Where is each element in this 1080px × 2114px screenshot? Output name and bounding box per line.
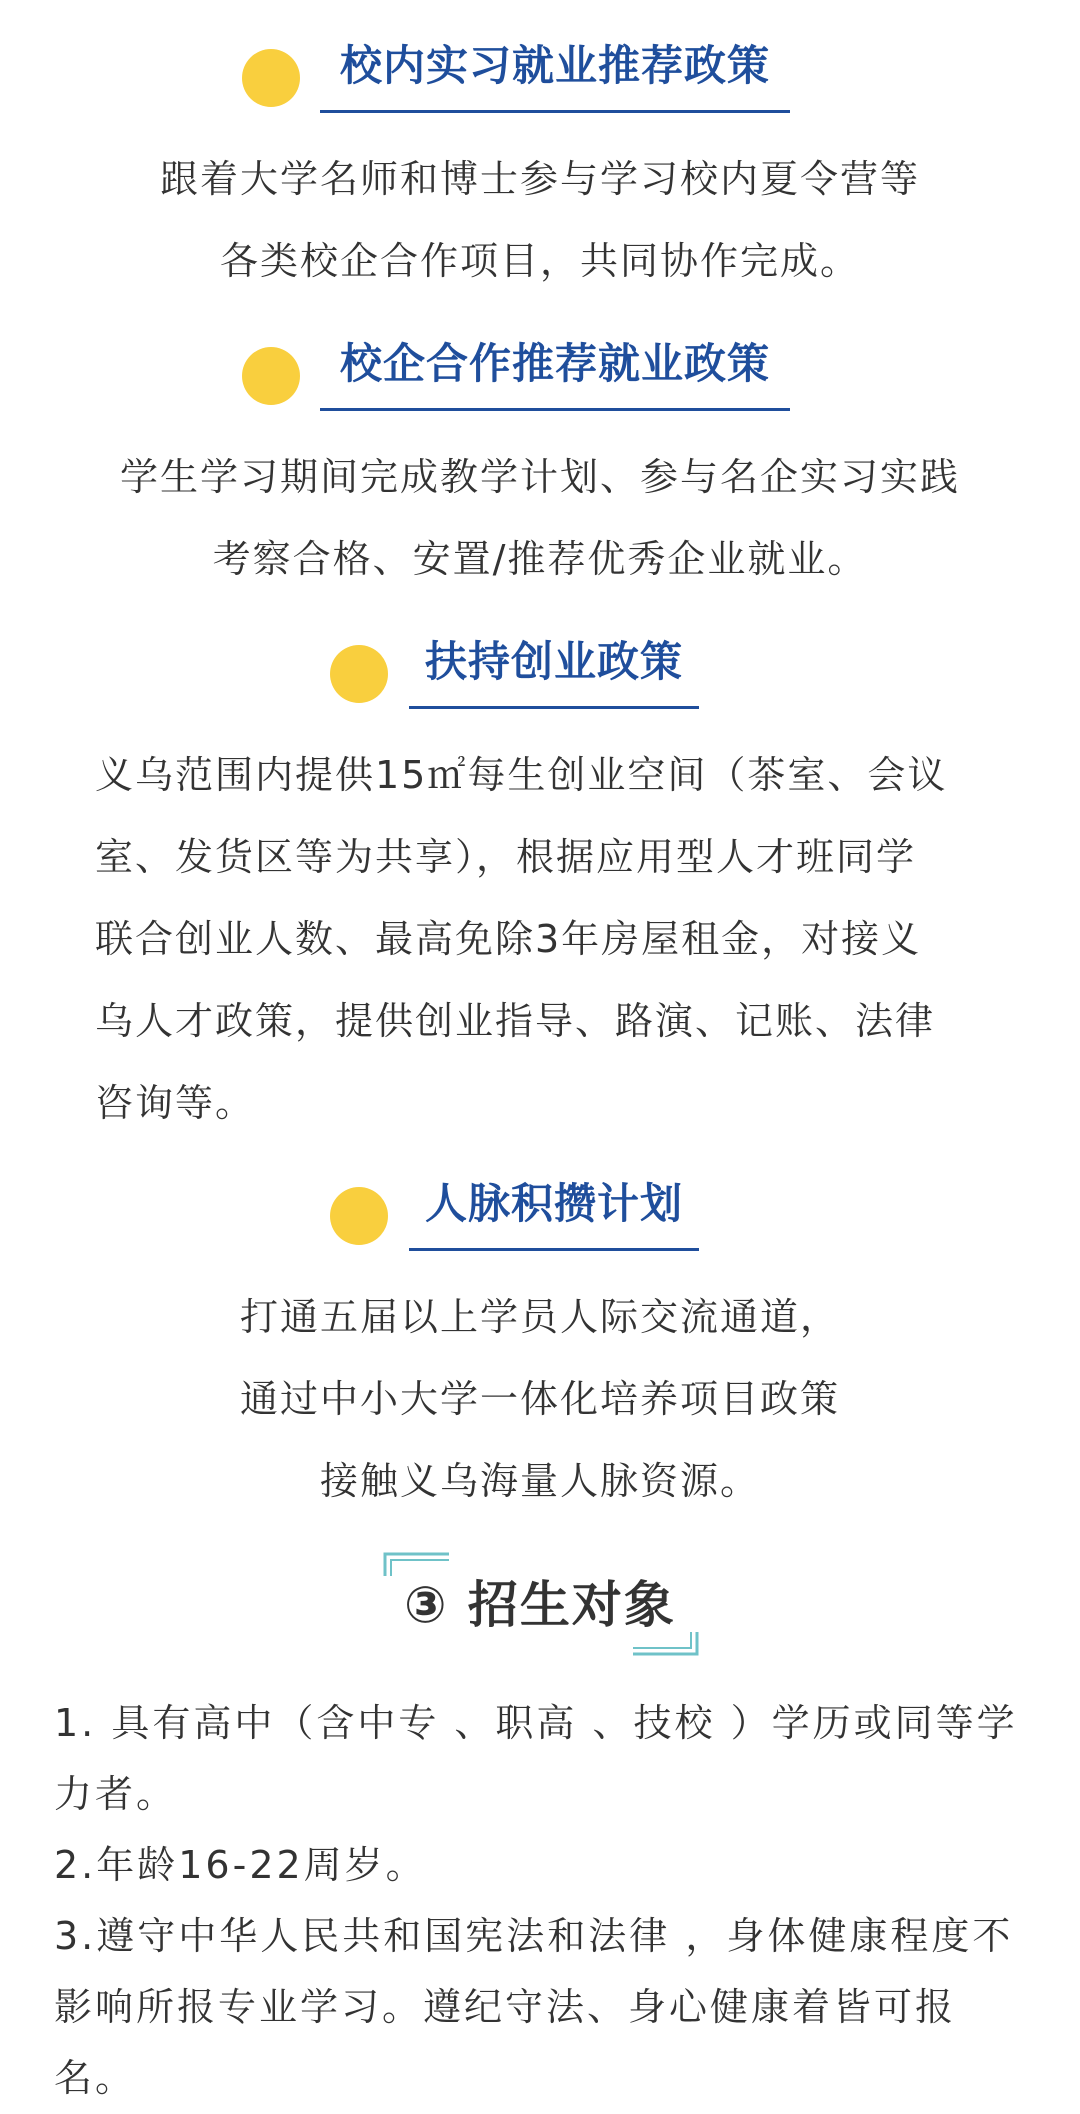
enrollment-title: ③ 招生对象 xyxy=(404,1576,676,1634)
yellow-dot-icon xyxy=(242,49,300,107)
section-title: 扶持创业政策 xyxy=(409,626,699,709)
body-line: 接触义乌海量人脉资源。 xyxy=(319,1459,760,1503)
body-line: 学生学习期间完成教学计划、参与名企实习实践 xyxy=(119,455,960,499)
enrollment-list xyxy=(54,1688,1044,2114)
yellow-dot-icon xyxy=(242,347,300,405)
list-item: 力者。 xyxy=(54,1772,178,1816)
enrollment-heading xyxy=(0,1552,1080,1672)
list-item: 2.年龄16-22周岁。 xyxy=(54,1843,427,1887)
section-body xyxy=(0,138,1080,302)
list-item: 名。 xyxy=(54,2056,137,2100)
section-heading-internship xyxy=(0,30,1080,120)
list-item: 影响所报专业学习。遵纪守法、身心健康着皆可报 xyxy=(54,1985,957,2029)
yellow-dot-icon xyxy=(330,645,388,703)
list-item: 1. 具有高中（含中专 、职高 、技校 ）学历或同等学 xyxy=(54,1701,1018,1745)
body-line: 跟着大学名师和博士参与学习校内夏令营等 xyxy=(159,157,920,201)
section-heading-networking xyxy=(0,1168,1080,1258)
body-line: 咨询等。 xyxy=(95,1081,256,1125)
body-line: 联合创业人数、最高免除3年房屋租金，对接义 xyxy=(95,917,922,961)
body-line: 通过中小大学一体化培养项目政策 xyxy=(239,1377,840,1421)
section-body xyxy=(95,734,995,1144)
section-heading-entrepreneurship xyxy=(0,626,1080,716)
section-heading-cooperation xyxy=(0,328,1080,418)
body-line: 考察合格、安置/推荐优秀企业就业。 xyxy=(212,537,868,581)
section-title: 人脉积攒计划 xyxy=(409,1168,699,1251)
body-line: 各类校企合作项目，共同协作完成。 xyxy=(219,239,860,283)
body-line: 乌人才政策，提供创业指导、路演、记账、法律 xyxy=(95,999,936,1043)
yellow-dot-icon xyxy=(330,1187,388,1245)
section-title: 校内实习就业推荐政策 xyxy=(320,30,790,113)
body-line: 义乌范围内提供15㎡每生创业空间（茶室、会议 xyxy=(95,753,948,797)
body-line: 室、发货区等为共享），根据应用型人才班同学 xyxy=(95,835,917,879)
body-line: 打通五届以上学员人际交流通道， xyxy=(239,1295,840,1339)
list-item: 3.遵守中华人民共和国宪法和法律 ，身体健康程度不 xyxy=(54,1914,1014,1958)
corner-bracket-icon xyxy=(633,1632,699,1656)
section-body xyxy=(0,436,1080,600)
section-title: 校企合作推荐就业政策 xyxy=(320,328,790,411)
section-body xyxy=(0,1276,1080,1522)
